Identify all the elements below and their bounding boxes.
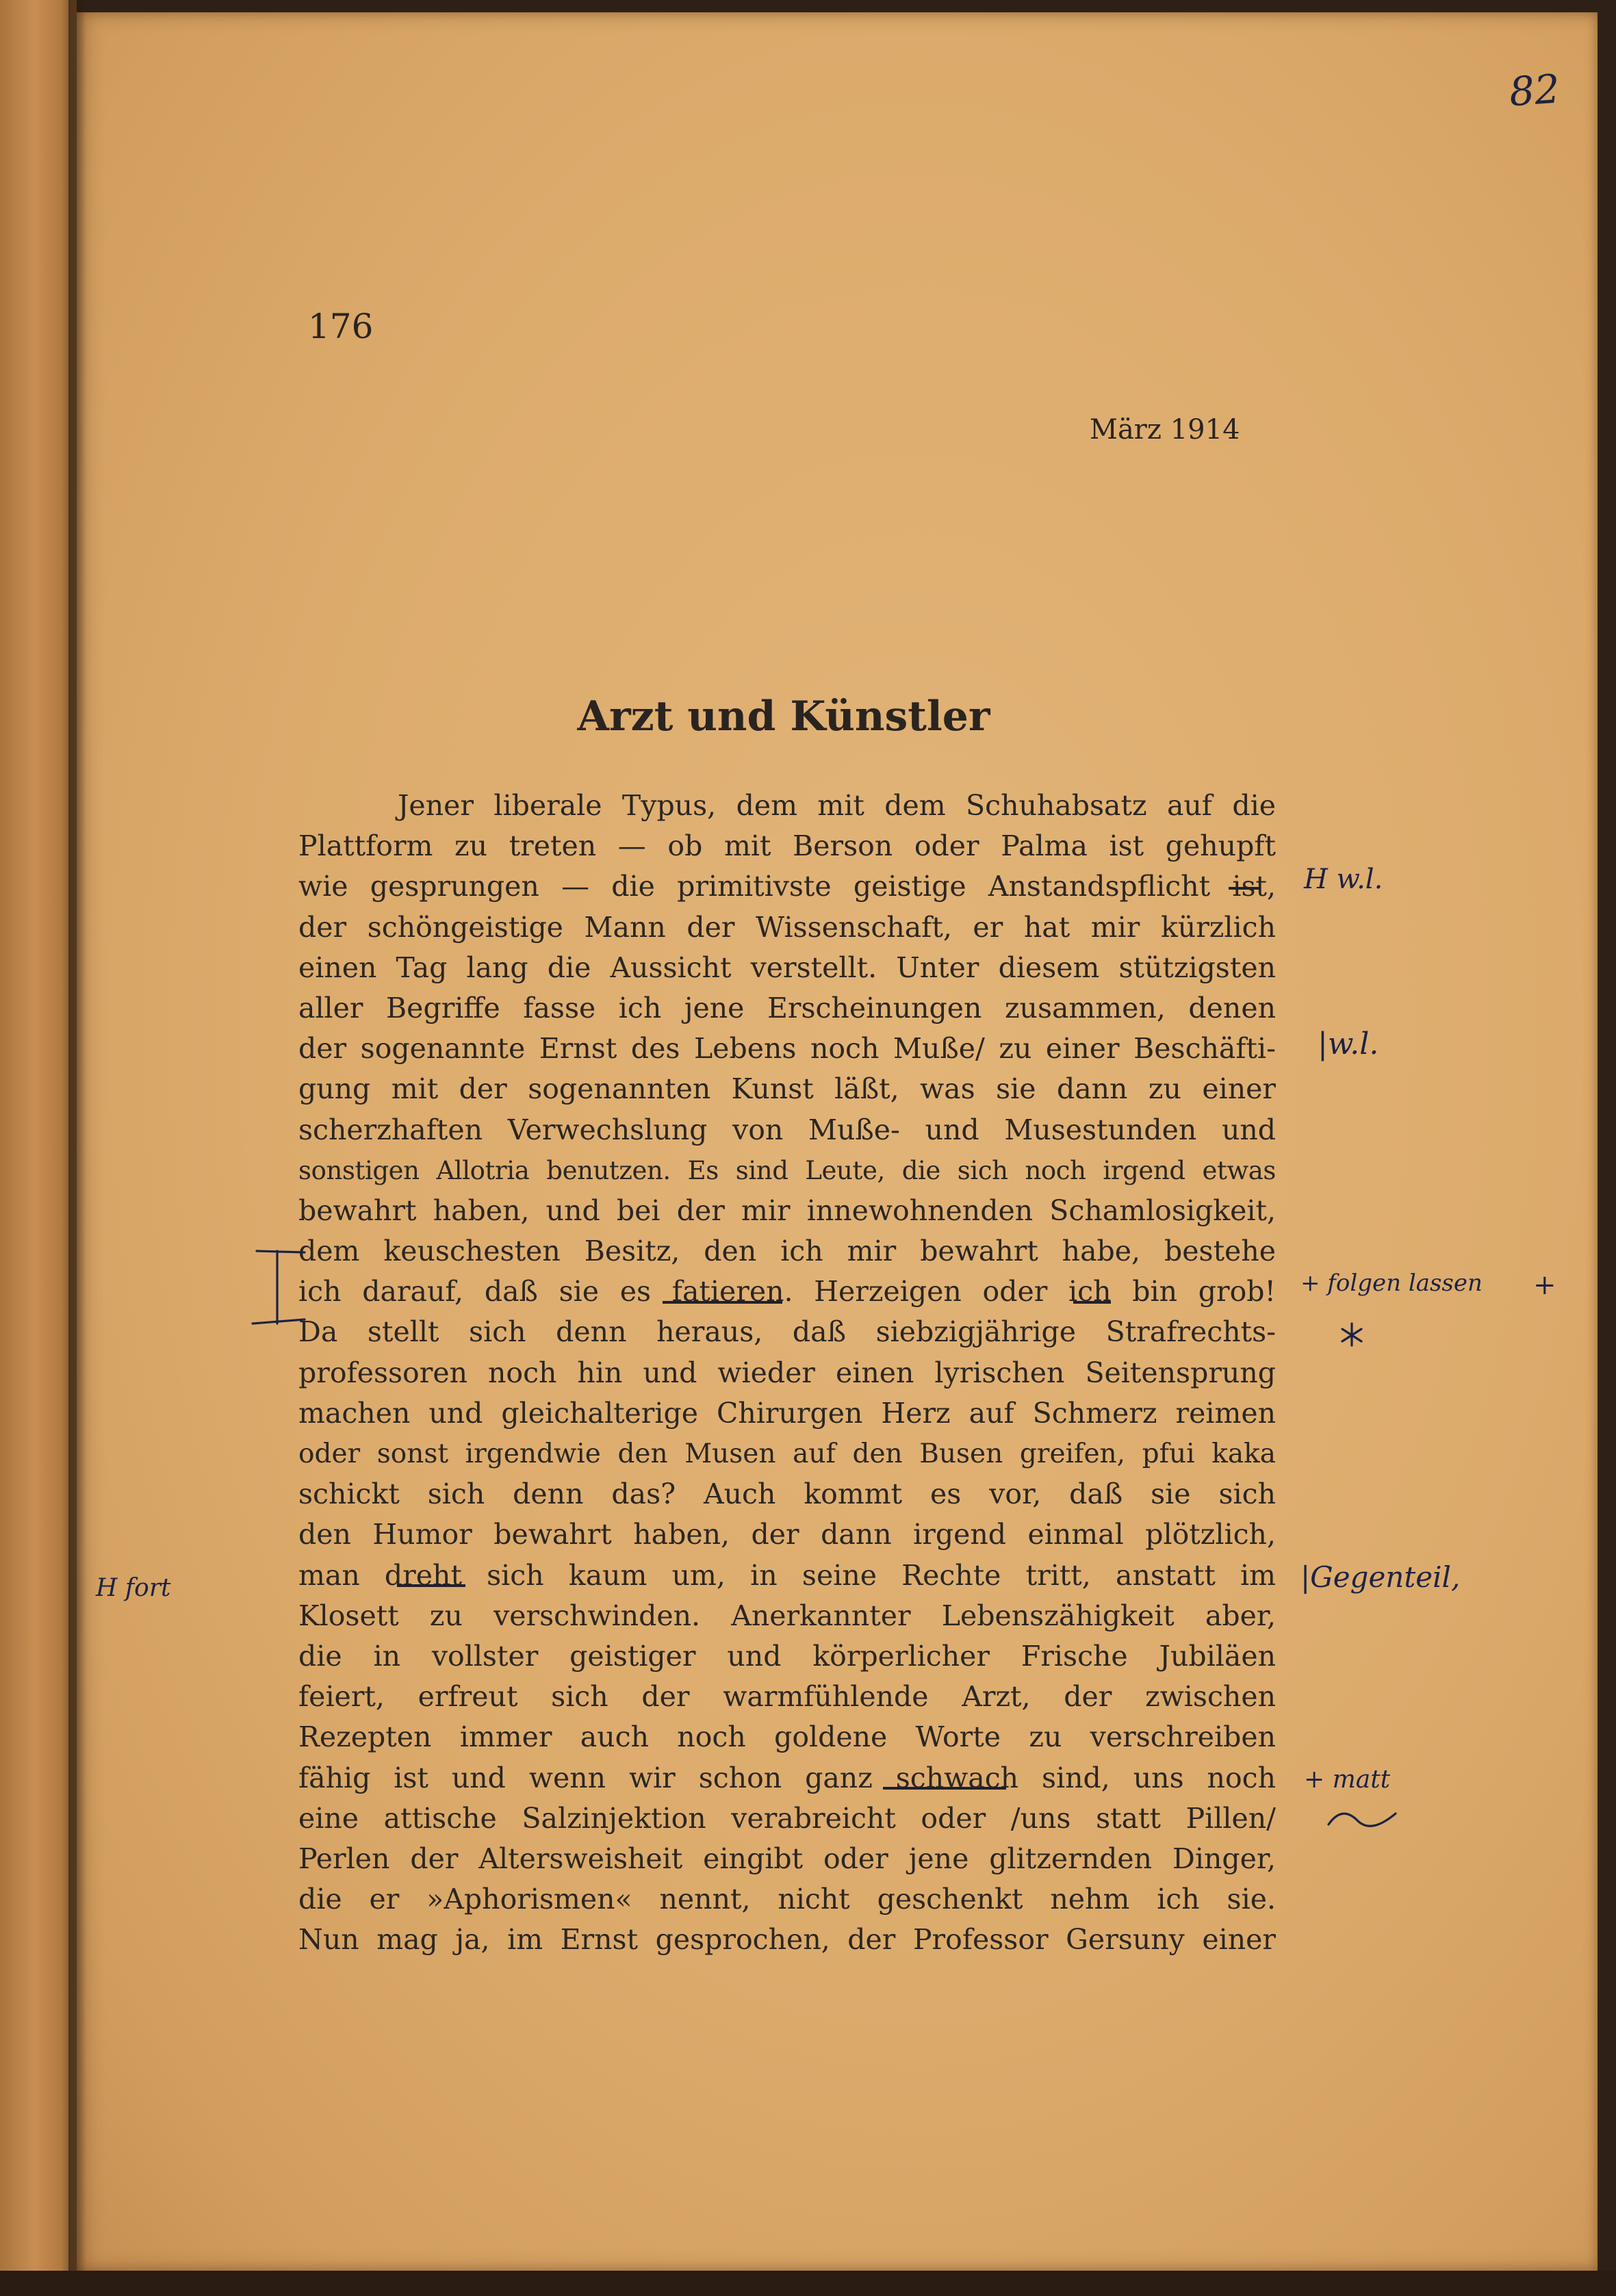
text-line: wie gesprungen — die primitivste geistige Anstandspflicht ist, <box>298 870 1276 903</box>
text-line: scherzhaften Verwechslung von Muße- und Musestunden und <box>298 1113 1276 1146</box>
text-line: Da stellt sich denn heraus, daß siebzigjährige Strafrechts- <box>298 1315 1276 1349</box>
strikethrough-mark <box>883 1787 1006 1790</box>
text-line: feiert, erfreut sich der warmfühlende Arzt, der zwischen <box>298 1680 1276 1714</box>
previous-page-edge <box>0 0 77 2296</box>
handwritten-archive-number: 82 <box>1507 65 1562 116</box>
correction-bracket <box>250 1237 311 1333</box>
strikethrough-mark <box>1073 1301 1111 1304</box>
text-line: dem keuschesten Besitz, den ich mir bewahrt habe, bestehe <box>298 1235 1276 1268</box>
text-line: einen Tag lang die Aussicht verstellt. Unter diesem stützigsten <box>298 951 1276 984</box>
text-line: ich darauf, daß sie es fatieren. Herzeigen oder ich bin grob! <box>298 1275 1276 1308</box>
text-line: man dreht sich kaum um, in seine Rechte tritt, anstatt im <box>298 1558 1276 1592</box>
text-line: gung mit der sogenannten Kunst läßt, was sie dann zu einer <box>298 1072 1276 1106</box>
text-line: fähig ist und wenn wir schon ganz schwach sind, uns noch <box>298 1761 1276 1794</box>
text-line: Plattform zu treten — ob mit Berson oder Palma ist gehupft <box>298 829 1276 863</box>
text-line: Rezepten immer auch noch goldene Worte zu verschreiben <box>298 1720 1276 1754</box>
text-line: der schöngeistige Mann der Wissenschaft, er hat mir kürzlich <box>298 910 1276 944</box>
issue-date: März 1914 <box>1090 414 1240 446</box>
margin-note: + <box>1533 1269 1556 1301</box>
margin-note: |Gegenteil, <box>1300 1560 1461 1594</box>
correction-mark-star <box>1338 1321 1365 1348</box>
text-line: machen und gleichalterige Chirurgen Herz auf Schmerz reimen <box>298 1396 1276 1430</box>
correction-mark-tilde <box>1324 1807 1400 1834</box>
text-line: eine attische Salzinjektion verabreicht oder /uns statt Pillen/ <box>298 1801 1276 1835</box>
text-line: schickt sich denn das? Auch kommt es vor, daß sie sich <box>298 1478 1276 1511</box>
text-line: die in vollster geistiger und körperlicher Frische Jubiläen <box>298 1639 1276 1673</box>
margin-note: H fort <box>96 1574 171 1602</box>
article-title: Arzt und Künstler <box>577 693 990 740</box>
text-line: oder sonst irgendwie den Musen auf den Busen greifen, pfui kaka <box>298 1439 1276 1469</box>
text-line: sonstigen Allotria benutzen. Es sind Leute, die sich noch irgend etwas <box>298 1155 1276 1185</box>
page-number: 176 <box>308 307 374 346</box>
strikethrough-mark <box>663 1301 782 1304</box>
margin-note: + matt <box>1304 1766 1391 1794</box>
strikethrough-mark <box>397 1584 465 1587</box>
strikethrough-mark <box>1229 887 1260 890</box>
article-body <box>298 786 1276 1960</box>
margin-note: + folgen lassen <box>1300 1269 1483 1297</box>
text-line: professoren noch hin und wieder einen lyrischen Seitensprung <box>298 1356 1276 1389</box>
text-line: der sogenannte Ernst des Lebens noch Muße/ zu einer Beschäfti- <box>298 1032 1276 1066</box>
text-line: Nun mag ja, im Ernst gesprochen, der Professor Gersuny einer <box>298 1923 1276 1957</box>
text-line: Jener liberale Typus, dem mit dem Schuhabsatz auf die <box>398 789 1276 822</box>
text-line: aller Begriffe fasse ich jene Erscheinungen zusammen, denen <box>298 991 1276 1024</box>
bottom-edge <box>0 2271 1616 2296</box>
text-line: den Humor bewahrt haben, der dann irgend einmal plötzlich, <box>298 1518 1276 1551</box>
margin-note: H w.l. <box>1304 864 1383 895</box>
text-line: die er »Aphorismen« nennt, nicht geschenkt nehm ich sie. <box>298 1883 1276 1916</box>
text-line: Perlen der Altersweisheit eingibt oder jene glitzernden Dinger, <box>298 1842 1276 1875</box>
text-line: bewahrt haben, und bei der mir innewohnenden Schamlosigkeit, <box>298 1194 1276 1227</box>
margin-note: |w.l. <box>1318 1027 1379 1061</box>
binding-shadow <box>68 0 86 2296</box>
text-line: Klosett zu verschwinden. Anerkannter Lebenszähigkeit aber, <box>298 1599 1276 1632</box>
